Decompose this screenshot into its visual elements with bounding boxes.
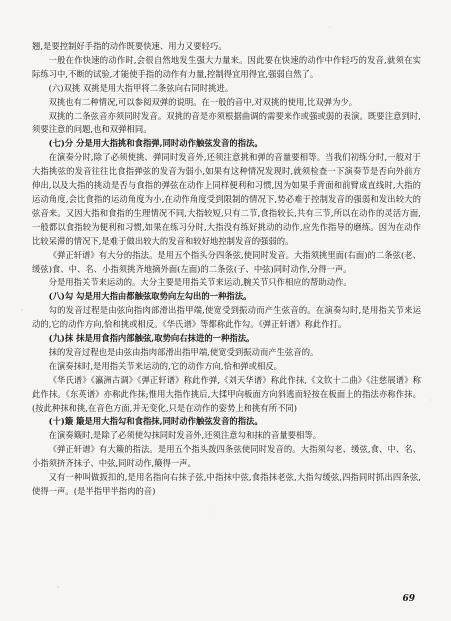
paragraph: 《华氏谱》《瀛洲古调》《弹正轩谱》称此作弹,《刘天华谱》称此作抹,《文钦十二曲》《注慈展谱》称此作抹。《东英谱》亦称此作抹;惟用大指作挑后,大揉甲向板面方向斜逃而轻按在板面上的指法亦称作抹。(按此种抹和挑,在音色方面,并无变化,只是在动作的姿势上和挑有所不同) <box>32 374 421 413</box>
paragraph: 翘,是要控制好手指的动作既要快速、用力又要轻巧。 <box>32 41 227 51</box>
paragraph: (九)抹 抹是用食指内部触弦,取势向右抹进的一种指法。 <box>48 333 255 344</box>
paragraph: (八)勾 勾是用大指由都触弦取势向左勾出的一种指法。 <box>48 291 252 302</box>
paragraph: (七)分 分是用大指挑和食指弹,同时动作触弦发音的指法。 <box>48 138 263 149</box>
paragraph: 分是用指关节来运动的。大分主要是用指关节来运动,腕关节只作相应的帮助动作。 <box>48 277 352 288</box>
body-text <box>32 40 421 499</box>
paragraph: 双挑也有二种情况,可以参阅双弹的说明。在一般的音中,对双挑的使用,比双弹为少。 <box>48 96 358 107</box>
paragraph: 勾的发音过程是由弦向指肉部滑出指甲端,使宽受到振动而产生弦音的。在演奏勾时,是用指关节来运动的,它的动作方向,恰和挑或相反。《华氏谱》等都称此作勾。《弹正轩谱》称此作打。 <box>32 305 421 330</box>
page-number: 69 <box>402 594 415 604</box>
paragraph: 《弹正轩谱》有大簸的指法。是用五个指头拨四条弦使同时发音的。大指须勾老、缓弦,食、中、名、小指须挤齐抹子、中弦,同时动作,簸得一声。 <box>32 444 421 469</box>
paragraph: 又有一种叫做扳扣的,是用名指向右抹子弦,中指抹中弦,食指抹老弦,大指勾缓弦,四指同时抓出四条弦,使得一声。(是半指甲半指肉的音) <box>32 472 421 496</box>
paragraph: 抹的发音过程也是由弦由指肉部滑出指甲端,使宽受到振动而产生弦音的。 <box>48 346 319 357</box>
paragraph: 《弹正轩谱》有大分的指法。是用五个指头分四条弦,使同时发音。大指须挑里面(右面)的二条弦(老、缓弦)食、中、名、小指须挑齐地摘外面(左面)的二条弦(子、中弦)同时动作,分得一声。 <box>32 249 421 274</box>
paragraph: 在演奏分时,除了必须使挑、弹同时发音外,还须注意挑和弹的音量要相等。当我们初练分时,一般对于大指挑弦的发音往往比食指弹弦的发音为弱小,如果有这种情况发现时,就须检查一下演奏节是否向外前方伸出,以及大指的挑动是否与食指的弹弦在动作上同样便利和习惯,因为如果手背面和前臂成直线时,大指的运动角度,会比食指的运动角度为小,在动作角度受到限制的情况下,势必难于控制发音的强弱和发出较大的弦音来。又因大指和食指的生理情况不同,大指较短,只有二节,食指较长,共有三节,所以在动作的灵活方面,一般都以食指较为便利和习惯,如果在练习分时,大指没有练好挑动的动作,应先作指导的磨练。因为在动作比较呆滞的情况下,是难于做出较大的发音和较好地控制发音的强弱的。 <box>32 152 421 246</box>
paragraph: (十)簸 簸是用大指勾和食指抹,同时动作触弦发音的指法。 <box>48 416 263 427</box>
paragraph: 双挑的二条弦音亦须同时发音。双挑的音是亦须根据曲调的需要来作或强或弱的表演。既要注意到时,须要注意的问题,也和双弹相同。 <box>32 110 421 135</box>
paragraph: 在演奏抹时,是用指关节来运动的,它的动作方向,恰和弹或相反。 <box>48 360 283 371</box>
paragraph: (六)双挑 双挑是用大指甲将二条弦向右同时挑进。 <box>48 82 234 93</box>
paragraph: 在演奏簸时,是除了必须使勾抹同时发音外,还须注意勾和抹的音量要相等。 <box>48 430 322 441</box>
paragraph: 一般在作快速的动作时,会很自然地发生强大力量来。因此要在快速的动作中作轻巧的发音,就须在实际练习中,不断的试验,才能使手指的动作有力量,控制得宜用得宜,强弱自然了。 <box>32 54 421 79</box>
